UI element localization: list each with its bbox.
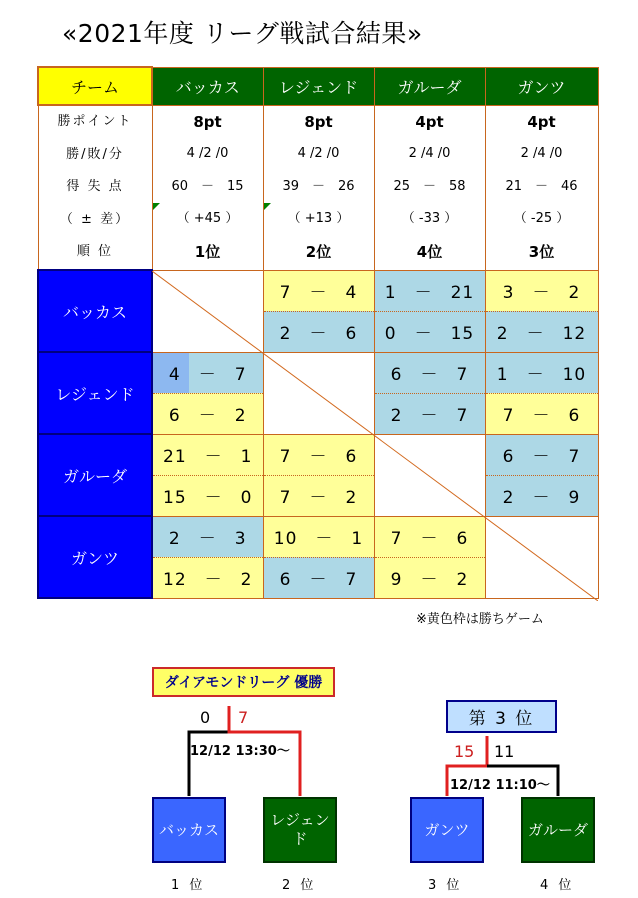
goal-diff-value: （ +13 ） — [287, 211, 350, 226]
goal-diff: （ -25 ） — [513, 211, 570, 226]
header-team-bacchus: バッカス — [152, 67, 263, 105]
goal-diff: （ -33 ） — [401, 211, 458, 226]
score-cell: 15 － 0 — [152, 475, 263, 516]
stat-label-goals: 得 失 点 — [66, 179, 124, 194]
header-team-legend: レジェンド — [263, 67, 374, 105]
champion-title: ダイアモンドリーグ 優勝 — [152, 667, 335, 697]
goals: 25 － 58 — [393, 178, 466, 194]
points: 4pt — [415, 112, 444, 131]
stat-label-points: 勝ポイント — [57, 114, 133, 129]
record: 2 /4 /0 — [408, 146, 451, 161]
final-score-right: 7 — [238, 708, 249, 727]
rank-label: 3 位 — [428, 878, 463, 893]
points: 8pt — [304, 112, 333, 131]
header-team-gantz: ガンツ — [485, 67, 598, 105]
record: 2 /4 /0 — [520, 146, 563, 161]
stat-label-diff: （ ± 差） — [59, 211, 131, 227]
third-place-title: 第 3 位 — [446, 700, 557, 733]
score-cell: 7 － 4 — [263, 270, 374, 311]
rank-label: 4 位 — [540, 878, 575, 893]
third-score-right: 11 — [494, 742, 515, 761]
score-cell: 2 － 9 — [485, 475, 598, 516]
score-cell: 6 － 7 — [374, 352, 485, 393]
score-cell: 9 － 2 — [374, 557, 485, 598]
row-team-garuda: ガルーダ — [38, 434, 152, 516]
goals: 39 － 26 — [282, 178, 355, 194]
score-cell: 1 － 21 — [374, 270, 485, 311]
header-team-garuda: ガルーダ — [374, 67, 485, 105]
score-cell: 6 － 7 — [263, 557, 374, 598]
rank: 4位 — [416, 242, 443, 261]
rank: 3位 — [528, 242, 555, 261]
record: 4 /2 /0 — [297, 146, 340, 161]
score-cell: 21 － 1 — [152, 434, 263, 475]
final-team-right: レジェンド — [263, 797, 337, 863]
score-cell: 0 － 15 — [374, 311, 485, 352]
row-team-bacchus: バッカス — [38, 270, 152, 352]
legend-note: ※黄色枠は勝ちゲーム — [416, 612, 544, 627]
row-team-gantz: ガンツ — [38, 516, 152, 598]
score-cell: 10 － 1 — [263, 516, 374, 557]
team-header: チーム — [38, 67, 152, 105]
score-cell: 12 － 2 — [152, 557, 263, 598]
score-cell: 6 － 7 — [485, 434, 598, 475]
goal-diff-value: （ +45 ） — [176, 211, 239, 226]
final-team-left: バッカス — [152, 797, 226, 863]
score-cell: 3 － 2 — [485, 270, 598, 311]
score-cell: 7 － 6 — [263, 434, 374, 475]
score-cell: 1 － 10 — [485, 352, 598, 393]
rank-label: 2 位 — [282, 878, 317, 893]
rank: 1位 — [194, 242, 221, 261]
score-cell: 7 － 6 — [485, 393, 598, 434]
rank-label: 1 位 — [171, 878, 206, 893]
score-cell: 2 － 12 — [485, 311, 598, 352]
stat-label-record: 勝/敗/分 — [66, 146, 124, 162]
score-cell: 2 － 6 — [263, 311, 374, 352]
third-team-right: ガルーダ — [521, 797, 595, 863]
row-team-legend: レジェンド — [38, 352, 152, 434]
score-cell: 6 － 2 — [152, 393, 263, 434]
score-cell: 2 － 3 — [152, 516, 263, 557]
goals-value: 60 － 15 — [171, 178, 244, 194]
third-time: 12/12 11:10～ — [450, 778, 550, 793]
score-cell: 2 － 7 — [374, 393, 485, 434]
score-cell: 7 － 2 — [263, 475, 374, 516]
goals: 21 － 46 — [505, 178, 578, 194]
stat-label-rank: 順 位 — [76, 244, 114, 259]
final-score-left: 0 — [200, 708, 211, 727]
third-score-left: 15 — [454, 742, 475, 761]
score-cell: 7 － 6 — [374, 516, 485, 557]
final-time: 12/12 13:30～ — [190, 744, 290, 759]
points: 4pt — [527, 112, 556, 131]
points: 8pt — [193, 112, 222, 131]
record: 4 /2 /0 — [186, 146, 229, 161]
rank: 2位 — [305, 242, 332, 261]
third-team-left: ガンツ — [410, 797, 484, 863]
page-title: «2021年度 リーグ戦試合結果» — [62, 19, 423, 48]
score-cell[interactable]: 4 － 7 — [152, 352, 263, 393]
